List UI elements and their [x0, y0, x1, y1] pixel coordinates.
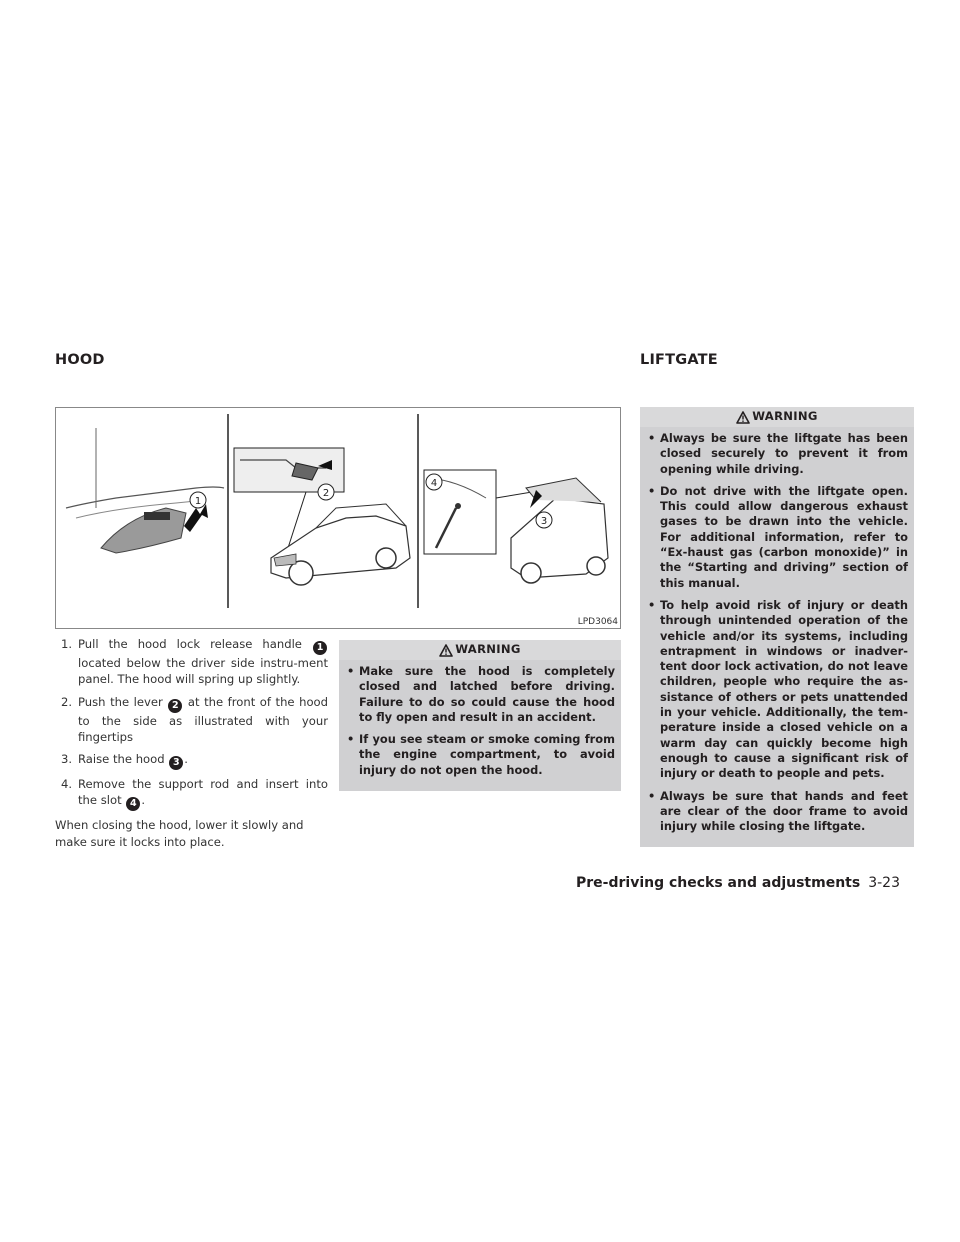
- page-number: 3-23: [868, 875, 900, 891]
- step-number: 4.: [61, 777, 73, 792]
- liftgate-warning-box: [640, 407, 914, 847]
- closing-paragraph: When closing the hood, lower it slowly and make sure it locks into place.: [55, 818, 304, 849]
- liftgate-section-title: LIFTGATE: [640, 352, 718, 368]
- warning-item: • Make sure the hood is completely closed and latched before driving. Failure to do so could cause the hood to fly open and result in an accident.: [347, 664, 615, 724]
- step-2: [55, 694, 328, 746]
- warning-triangle-icon: [736, 411, 750, 424]
- callout-ref-icon: 2: [168, 699, 182, 713]
- step-1: [55, 636, 328, 688]
- figure-code: LPD3064: [577, 617, 618, 627]
- step-text: located below the driver side instru-ment panel. The hood will spring up slightly.: [78, 656, 328, 687]
- warning-item: • Do not drive with the liftgate open. This could allow dangerous exhaust gases to be drawn into the vehicle. For additional information, refer to “Ex-haust gas (carbon monoxide)” in the “Starting and driving” section of this manual.: [648, 483, 908, 590]
- warning-header: [640, 407, 914, 427]
- step-text: at the front of the hood to the side as illustrated with your fingertips: [78, 694, 329, 744]
- footer-section-name: Pre-driving checks and adjustments: [576, 875, 861, 891]
- hood-warning-box: [339, 640, 621, 791]
- warning-item: • If you see steam or smoke coming from the engine compartment, to avoid injury do not open the hood.: [347, 732, 615, 777]
- step-text: Push the lever: [78, 694, 163, 709]
- callout-ref-icon: 4: [126, 797, 140, 811]
- step-text: .: [184, 752, 188, 767]
- warning-triangle-icon: [439, 644, 453, 657]
- step-text: .: [141, 793, 145, 808]
- step-text: Pull the hood lock release handle: [78, 637, 302, 651]
- warning-body: [640, 427, 914, 847]
- warning-item: • Always be sure that hands and feet are clear of the door frame to avoid injury while closing the liftgate.: [648, 788, 908, 834]
- step-number: 3.: [61, 752, 73, 767]
- callout-2: 2: [322, 488, 330, 499]
- step-4: [55, 776, 328, 811]
- warning-body: [339, 660, 621, 791]
- warning-title: WARNING: [455, 642, 521, 657]
- page-footer: [576, 875, 900, 891]
- step-text: Remove the support rod and insert into the slot: [78, 777, 328, 808]
- step-3: [55, 751, 328, 770]
- warning-item: • To help avoid risk of injury or death through unintended operation of the vehicle and/or its systems, including entrapment in windows or inadver-tent door lock activation, do not leave children, people who require the as-sistance of others or pets unattended in your vehicle. Additionally, the tem-perature inside a closed vehicle on a warm day can quickly become high enough to cause a significant risk of injury or death to people and pets.: [648, 597, 908, 781]
- warning-title: WARNING: [752, 409, 818, 424]
- callout-ref-icon: 3: [169, 756, 183, 770]
- step-number: 1.: [61, 637, 73, 651]
- callout-ref-icon: 1: [313, 641, 327, 655]
- callout-3: 3: [540, 516, 548, 527]
- warning-header: [339, 640, 621, 660]
- callout-1: 1: [194, 496, 202, 507]
- callout-4: 4: [430, 478, 438, 489]
- warning-item: • Always be sure the liftgate has been closed securely to prevent it from opening while driving.: [648, 431, 908, 476]
- hood-illustration: [55, 407, 621, 629]
- step-text: Raise the hood: [78, 752, 165, 767]
- hood-instructions: [55, 636, 328, 850]
- step-number: 2.: [61, 694, 73, 709]
- hood-illustration-drawing: [56, 408, 620, 628]
- hood-section-title: HOOD: [55, 352, 105, 368]
